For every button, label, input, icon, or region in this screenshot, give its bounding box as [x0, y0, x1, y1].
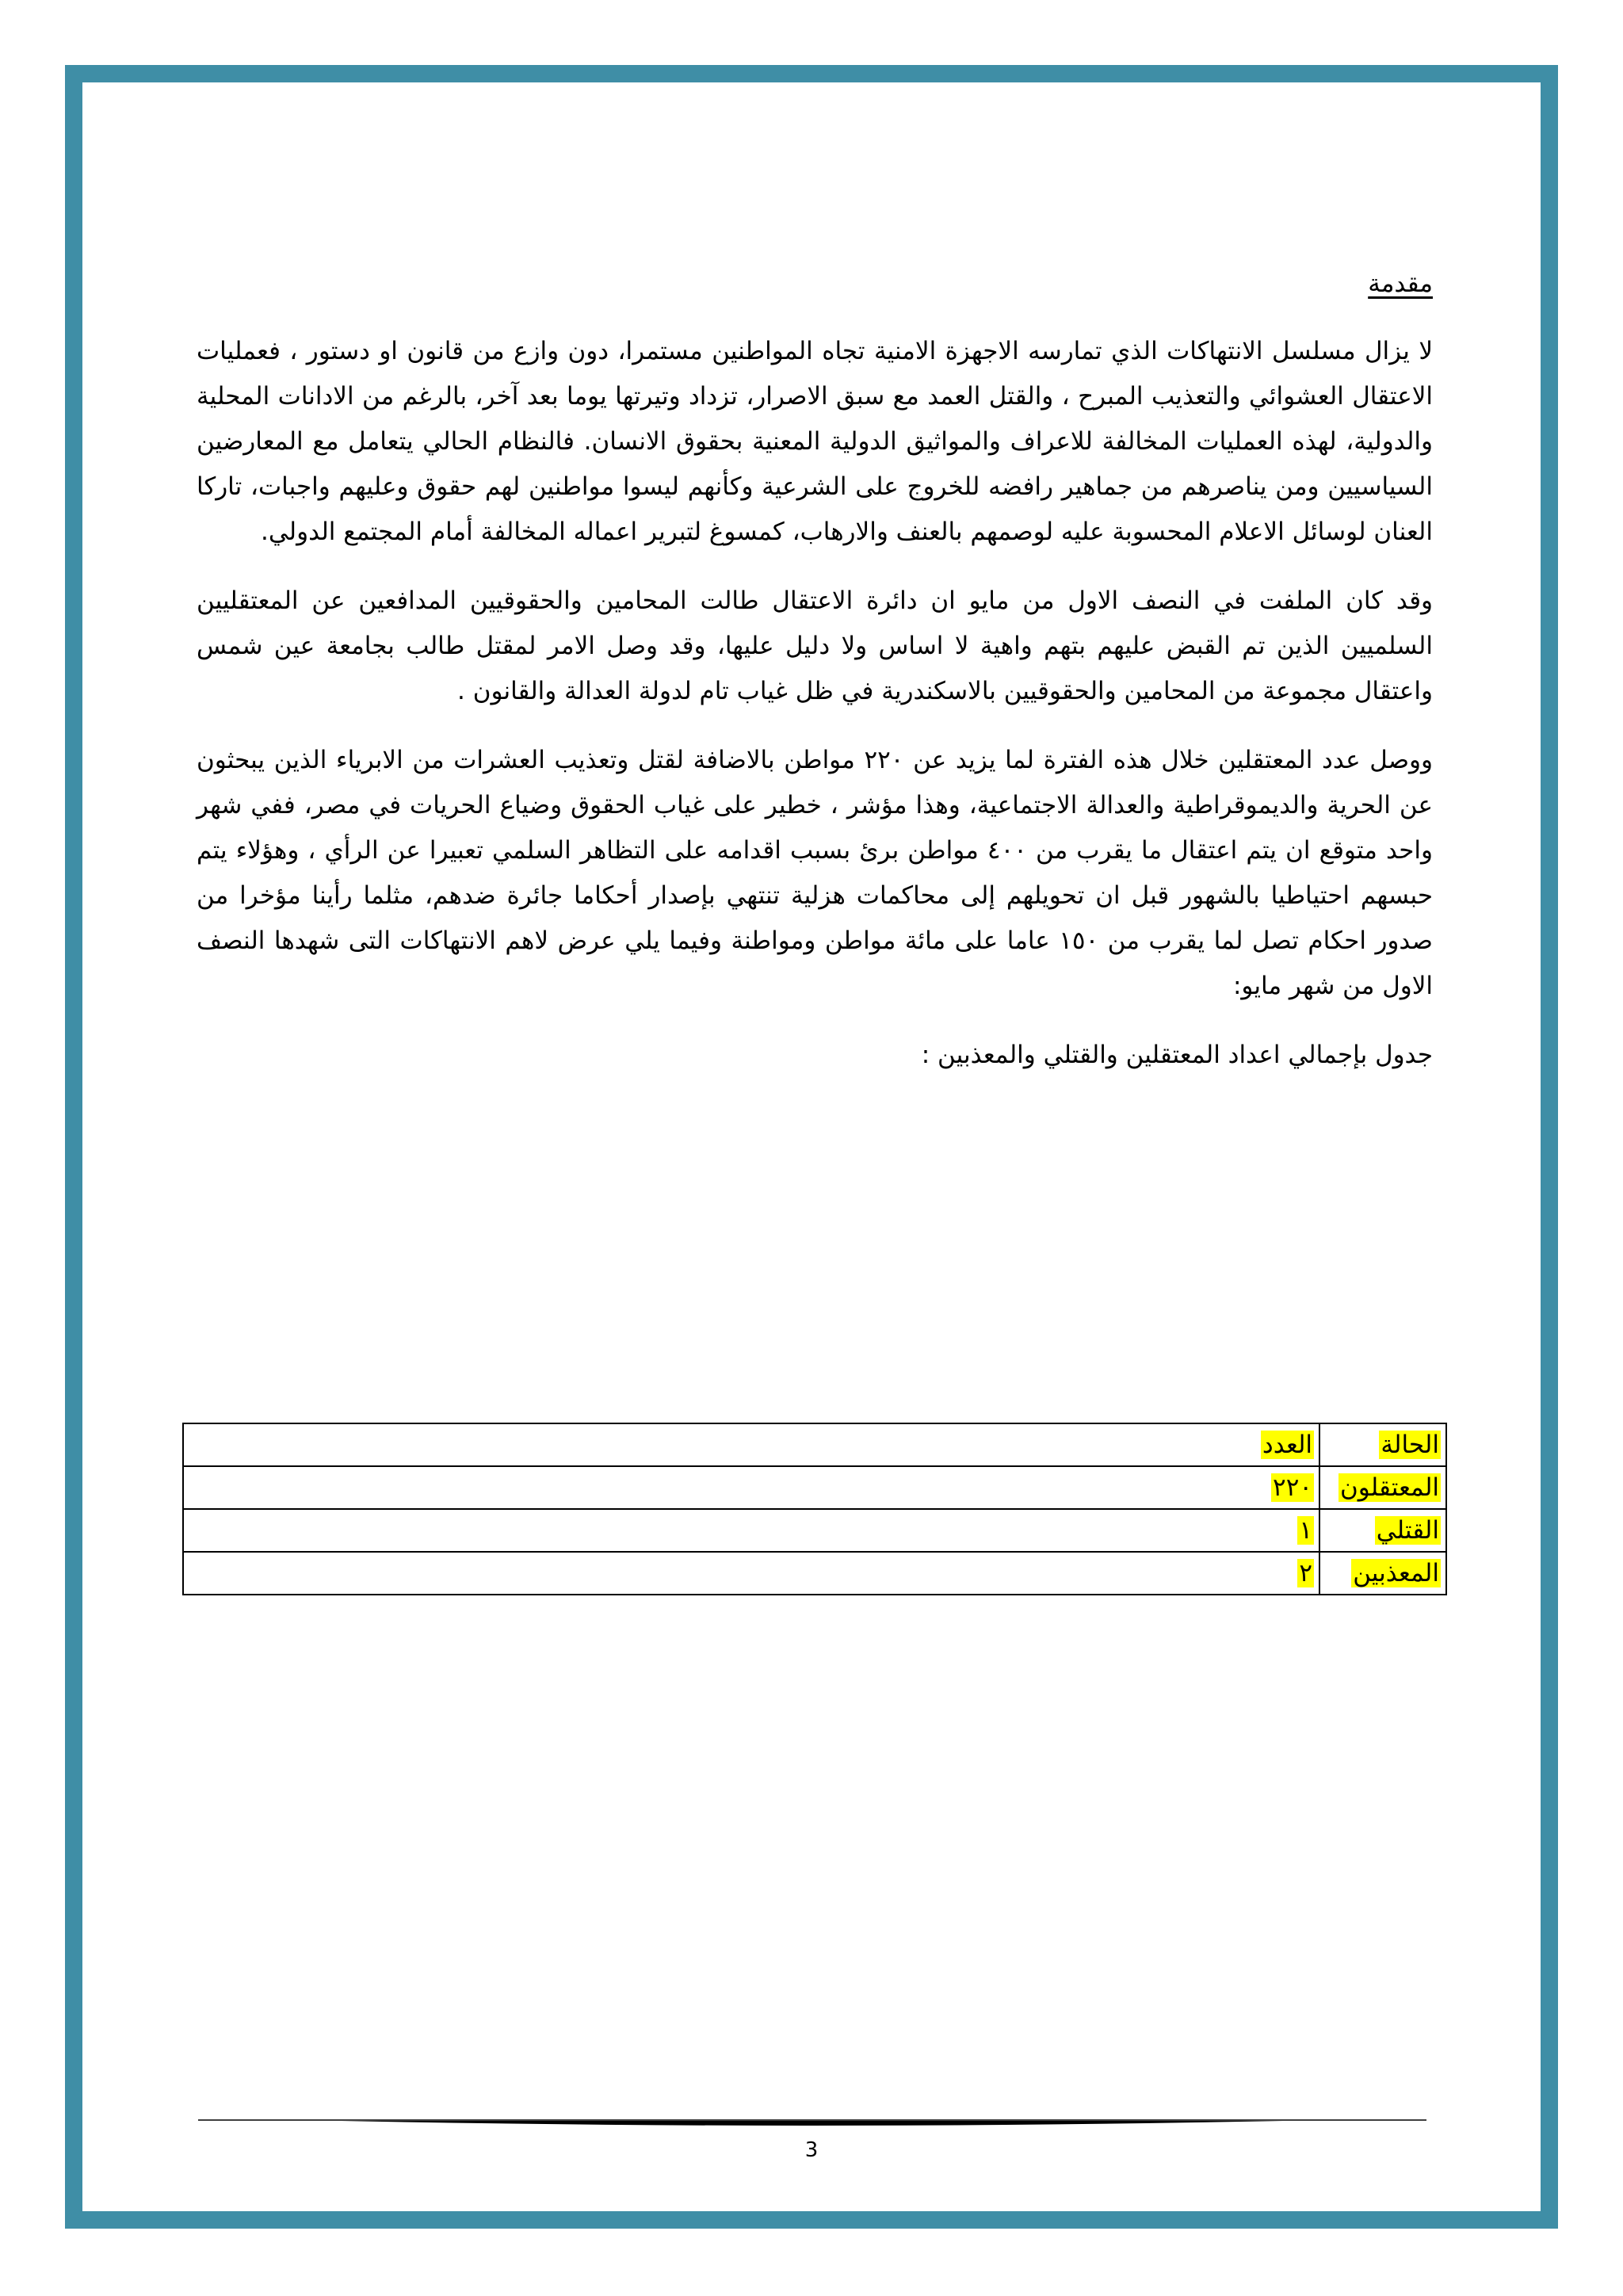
row-state: القتلي	[1376, 1516, 1439, 1545]
table-row	[183, 1552, 1446, 1595]
row-count: ٢٢٠	[1273, 1473, 1312, 1502]
header-state: الحالة	[1381, 1431, 1439, 1459]
paragraph-lawyers: وقد كان الملفت في النصف الاول من مايو ان دائرة الاعتقال طالت المحامين والحقوقيين المدافعين عن المعتقليين السلميين الذين تم القبض عليهم بتهم واهية لا اساس ولا دليل عليها، وقد وصل الامر لمقتل طالب بجامعة عين شمس واعتقال مجموعة من المحامين والحقوقيين بالاسكندرية في ظل غياب تام لدولة العدالة والقانون .	[197, 586, 1433, 705]
row-state: المعذبين	[1353, 1559, 1439, 1587]
table-row	[183, 1509, 1446, 1552]
section-heading: مقدمة	[1368, 269, 1433, 298]
page-number: 3	[804, 2138, 819, 2162]
summary-table	[182, 1423, 1447, 1595]
table-row	[183, 1466, 1446, 1509]
row-state: المعتقلون	[1339, 1473, 1439, 1502]
document-body	[197, 262, 1433, 1095]
paragraph-intro: لا يزال مسلسل الانتهاكات الذي تمارسه الاجهزة الامنية تجاه المواطنين مستمرا، دون وازع من قانون او دستور ، فعمليات الاعتقال العشوائي والتعذيب المبرح ، والقتل العمد مع سبق الاصرار، تزداد وتيرتها يوما بعد آخر، بالرغم من الادانات المحلية والدولية، لهذه العمليات المخالفة للاعراف والمواثيق الدولية المعنية بحقوق الانسان. فالنظام الحالي يتعامل مع المعارضين السياسيين ومن يناصرهم من جماهير رافضه للخروج على الشرعية وكأنهم ليسوا مواطنين لهم حقوق وعليهم واجبات، تاركا العنان لوسائل الاعلام المحسوبة عليه لوصمهم بالعنف والارهاب، كمسوغ لتبرير اعماله المخالفة أمام المجتمع الدولي.	[197, 337, 1433, 546]
paragraph-detainees: ووصل عدد المعتقلين خلال هذه الفترة لما يزيد عن ٢٢٠ مواطن بالاضافة لقتل وتعذيب العشرات من الابرياء الذين يبحثون عن الحرية والديموقراطية والعدالة الاجتماعية، وهذا مؤشر ، خطير على غياب الحقوق وضياع الحريات في مصر، ففي شهر واحد متوقع ان يتم اعتقال ما يقرب من ٤٠٠ مواطن برئ بسبب اقدامه على التظاهر السلمي تعبيرا عن الرأي ، وهؤلاء يتم حبسهم احتياطيا بالشهور قبل ان تحويلهم إلى محاكمات هزلية تنتهي بإصدار أحكاما جائرة ضدهم، مثلما رأينا مؤخرا من صدور احكام تصل لما يقرب من ١٥٠ عاما على مائة مواطن ومواطنة وفيما يلي عرض لاهم الانتهاكات التى شهدها النصف الاول من شهر مايو:	[197, 746, 1433, 1000]
row-count: ١	[1299, 1516, 1312, 1545]
header-count: العدد	[1262, 1431, 1312, 1459]
footer-divider	[198, 2118, 1426, 2130]
table-header-row	[183, 1423, 1446, 1466]
table-caption: جدول بإجمالي اعداد المعتقلين والقتلي والمعذبين :	[921, 1041, 1433, 1069]
row-count: ٢	[1299, 1559, 1312, 1587]
